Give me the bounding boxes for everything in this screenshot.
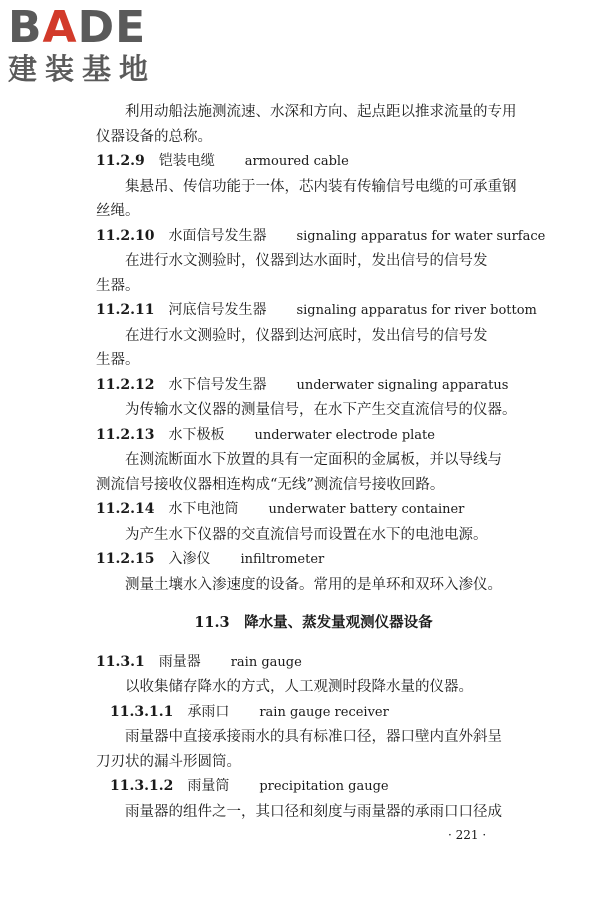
- body-text-line: 测量土壤水入渗速度的设备。常用的是单环和双环入渗仪。: [125, 576, 502, 593]
- term-entry: [96, 700, 521, 726]
- term-chinese: 雨量器: [158, 653, 201, 670]
- term-english: signaling apparatus for river bottom: [296, 303, 537, 318]
- body-text-line: 测流信号接收仪器相连构成“无线”测流信号接收回路。: [96, 476, 445, 493]
- term-entry: [96, 373, 521, 399]
- body-text-line: 雨量器的组件之一，其口径和刻度与雨量器的承雨口口径成: [125, 803, 502, 820]
- term-chinese: 河底信号发生器: [168, 302, 267, 318]
- body-text-line: 丝绳。: [96, 203, 140, 219]
- term-chinese: 铠装电缆: [158, 153, 215, 169]
- term-english: infiltrometer: [240, 552, 325, 567]
- body-text-line: 为产生水下仪器的交直流信号而设置在水下的电池电源。: [125, 526, 488, 543]
- body-text-line: 在进行水文测验时，仪器到达水面时，发出信号的信号发: [125, 253, 488, 269]
- section-heading: 11.3 降水量、蒸发量观测仪器设备: [194, 614, 433, 631]
- body-text-line: 在测流断面水下放置的具有一定面积的金属板，并以导线与: [125, 452, 502, 468]
- term-entry: [96, 774, 521, 800]
- term-entry: [96, 298, 537, 324]
- term-chinese: 承雨口: [187, 703, 230, 720]
- term-number: 11.2.13: [96, 426, 155, 443]
- term-english: signaling apparatus for water surface: [296, 228, 546, 244]
- term-english: underwater battery container: [268, 502, 465, 517]
- term-english: rain gauge: [230, 654, 302, 670]
- body-text-line: 仪器设备的总称。: [96, 128, 212, 145]
- term-chinese: 入渗仪: [168, 551, 211, 567]
- body-text-line: 集悬吊、传信功能于一体，芯内装有传输信号电缆的可承重钢: [125, 178, 517, 195]
- body-text-line: 为传输水文仪器的测量信号，在水下产生交直流信号的仪器。: [125, 402, 517, 418]
- page-number: · 221 ·: [448, 828, 487, 842]
- document-body: [96, 100, 546, 824]
- logo-wordmark: BADE: [8, 2, 147, 53]
- term-entry: [96, 547, 521, 573]
- body-text-line: 利用动船法施测流速、水深和方向、起点距以推求流量的专用: [125, 104, 517, 120]
- body-text-line: 生器。: [96, 352, 140, 368]
- term-number: 11.2.9: [96, 153, 145, 169]
- term-number: 11.2.12: [96, 376, 155, 393]
- term-entry: [96, 650, 521, 676]
- term-entry: [96, 224, 546, 250]
- term-chinese: 水下极板: [168, 426, 225, 443]
- term-chinese: 雨量筒: [187, 778, 230, 794]
- term-chinese: 水面信号发生器: [168, 227, 267, 244]
- term-english: armoured cable: [244, 154, 349, 169]
- term-number: 11.3.1.1: [110, 703, 174, 720]
- body-text-line: 生器。: [96, 277, 140, 294]
- term-english: rain gauge receiver: [259, 704, 389, 720]
- body-text-line: 在进行水文测验时，仪器到达河底时，发出信号的信号发: [125, 327, 488, 344]
- term-number: 11.2.14: [96, 501, 155, 517]
- bade-logo: [8, 4, 183, 86]
- term-chinese: 水下信号发生器: [168, 376, 267, 393]
- term-entry: [96, 497, 521, 523]
- term-number: 11.3.1.2: [110, 778, 174, 794]
- body-text-line: 以收集储存降水的方式，人工观测时段降水量的仪器。: [125, 679, 473, 695]
- term-number: 11.2.15: [96, 551, 155, 567]
- term-entry: [96, 423, 521, 449]
- term-english: underwater electrode plate: [254, 427, 435, 443]
- term-number: 11.2.10: [96, 227, 155, 244]
- term-english: underwater signaling apparatus: [296, 377, 509, 393]
- term-english: precipitation gauge: [259, 779, 389, 794]
- term-number: 11.3.1: [96, 653, 145, 670]
- logo-subtitle: 建装基地: [8, 52, 157, 86]
- term-entry: [96, 149, 521, 175]
- term-number: 11.2.11: [96, 302, 155, 318]
- body-text-line: 雨量器中直接承接雨水的具有标准口径，器口壁内直外斜呈: [125, 729, 502, 745]
- term-chinese: 水下电池筒: [168, 501, 239, 517]
- body-text-line: 刀刃状的漏斗形圆筒。: [96, 753, 241, 770]
